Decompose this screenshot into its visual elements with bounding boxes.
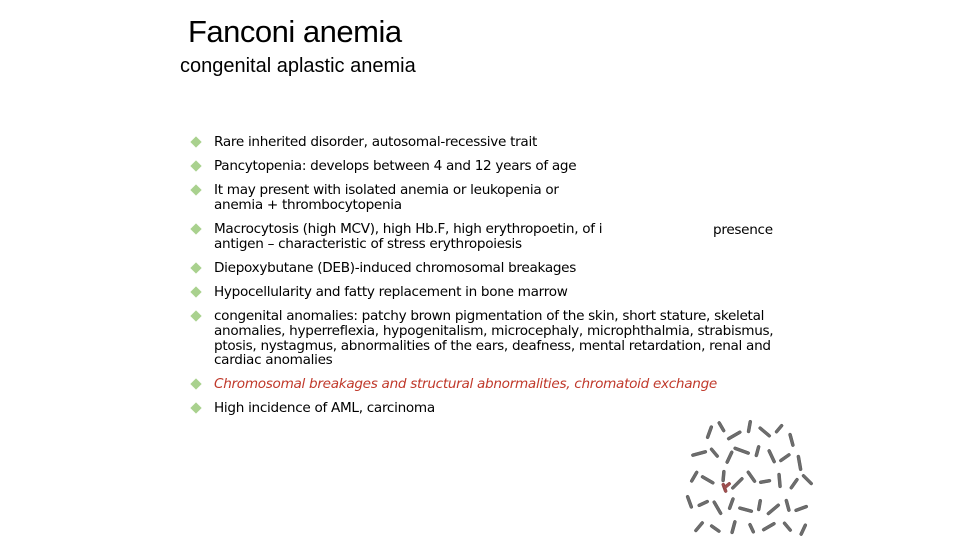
karyotype-chromosome-image	[678, 415, 828, 540]
bullet-text: High incidence of AML, carcinoma	[214, 400, 435, 417]
bullet-text: Diepoxybutane (DEB)-induced chromosomal breakages	[214, 259, 577, 276]
bullet-text: Hypocellularity and fatty replacement in bone marrow	[214, 284, 568, 301]
bullet-text: Pancytopenia: develops between 4 and 12 years of age	[214, 158, 577, 175]
bullet-text: congenital anomalies: patchy brown pigmentation of the skin, short stature, skeletal anomalies, hyperreflexia, hypogenitalism, microcephaly, microphthalmia, strabismus, ptosis, nystagmus, abnormalities of the ears, deafness, mental retardation, renal and cardiac anomalies	[214, 308, 774, 369]
diamond-bullet-icon	[190, 286, 201, 297]
bullet-item	[190, 401, 674, 416]
slide-title: Fanconi anemia	[188, 14, 402, 49]
bullet-item	[190, 159, 634, 174]
bullet-item	[190, 309, 774, 367]
floating-text-presence: presence	[713, 222, 773, 238]
diamond-bullet-icon	[190, 223, 201, 234]
bullet-text: It may present with isolated anemia or leukopenia or anemia + thrombocytopenia	[214, 182, 559, 213]
bullet-text: Chromosomal breakages and structural abnormalities, chromatoid exchange	[214, 376, 717, 393]
bullet-item	[190, 183, 584, 212]
bullet-text: Rare inherited disorder, autosomal-recessive trait	[214, 134, 537, 150]
diamond-bullet-icon	[190, 403, 201, 414]
diamond-bullet-icon	[190, 379, 201, 390]
bullet-item	[190, 135, 634, 150]
bullet-item-highlighted	[190, 377, 794, 392]
bullet-list	[190, 135, 790, 426]
bullet-item	[190, 285, 674, 300]
diamond-bullet-icon	[190, 161, 201, 172]
diamond-bullet-icon	[190, 311, 201, 322]
bullet-item	[190, 222, 614, 251]
diamond-bullet-icon	[190, 136, 201, 147]
diamond-bullet-icon	[190, 185, 201, 196]
slide-subtitle: congenital aplastic anemia	[180, 55, 416, 77]
diamond-bullet-icon	[190, 262, 201, 273]
bullet-item	[190, 261, 674, 276]
bullet-text: Macrocytosis (high MCV), high Hb.F, high erythropoetin, of i antigen – characteristic of stress erythropoiesis	[214, 221, 603, 252]
